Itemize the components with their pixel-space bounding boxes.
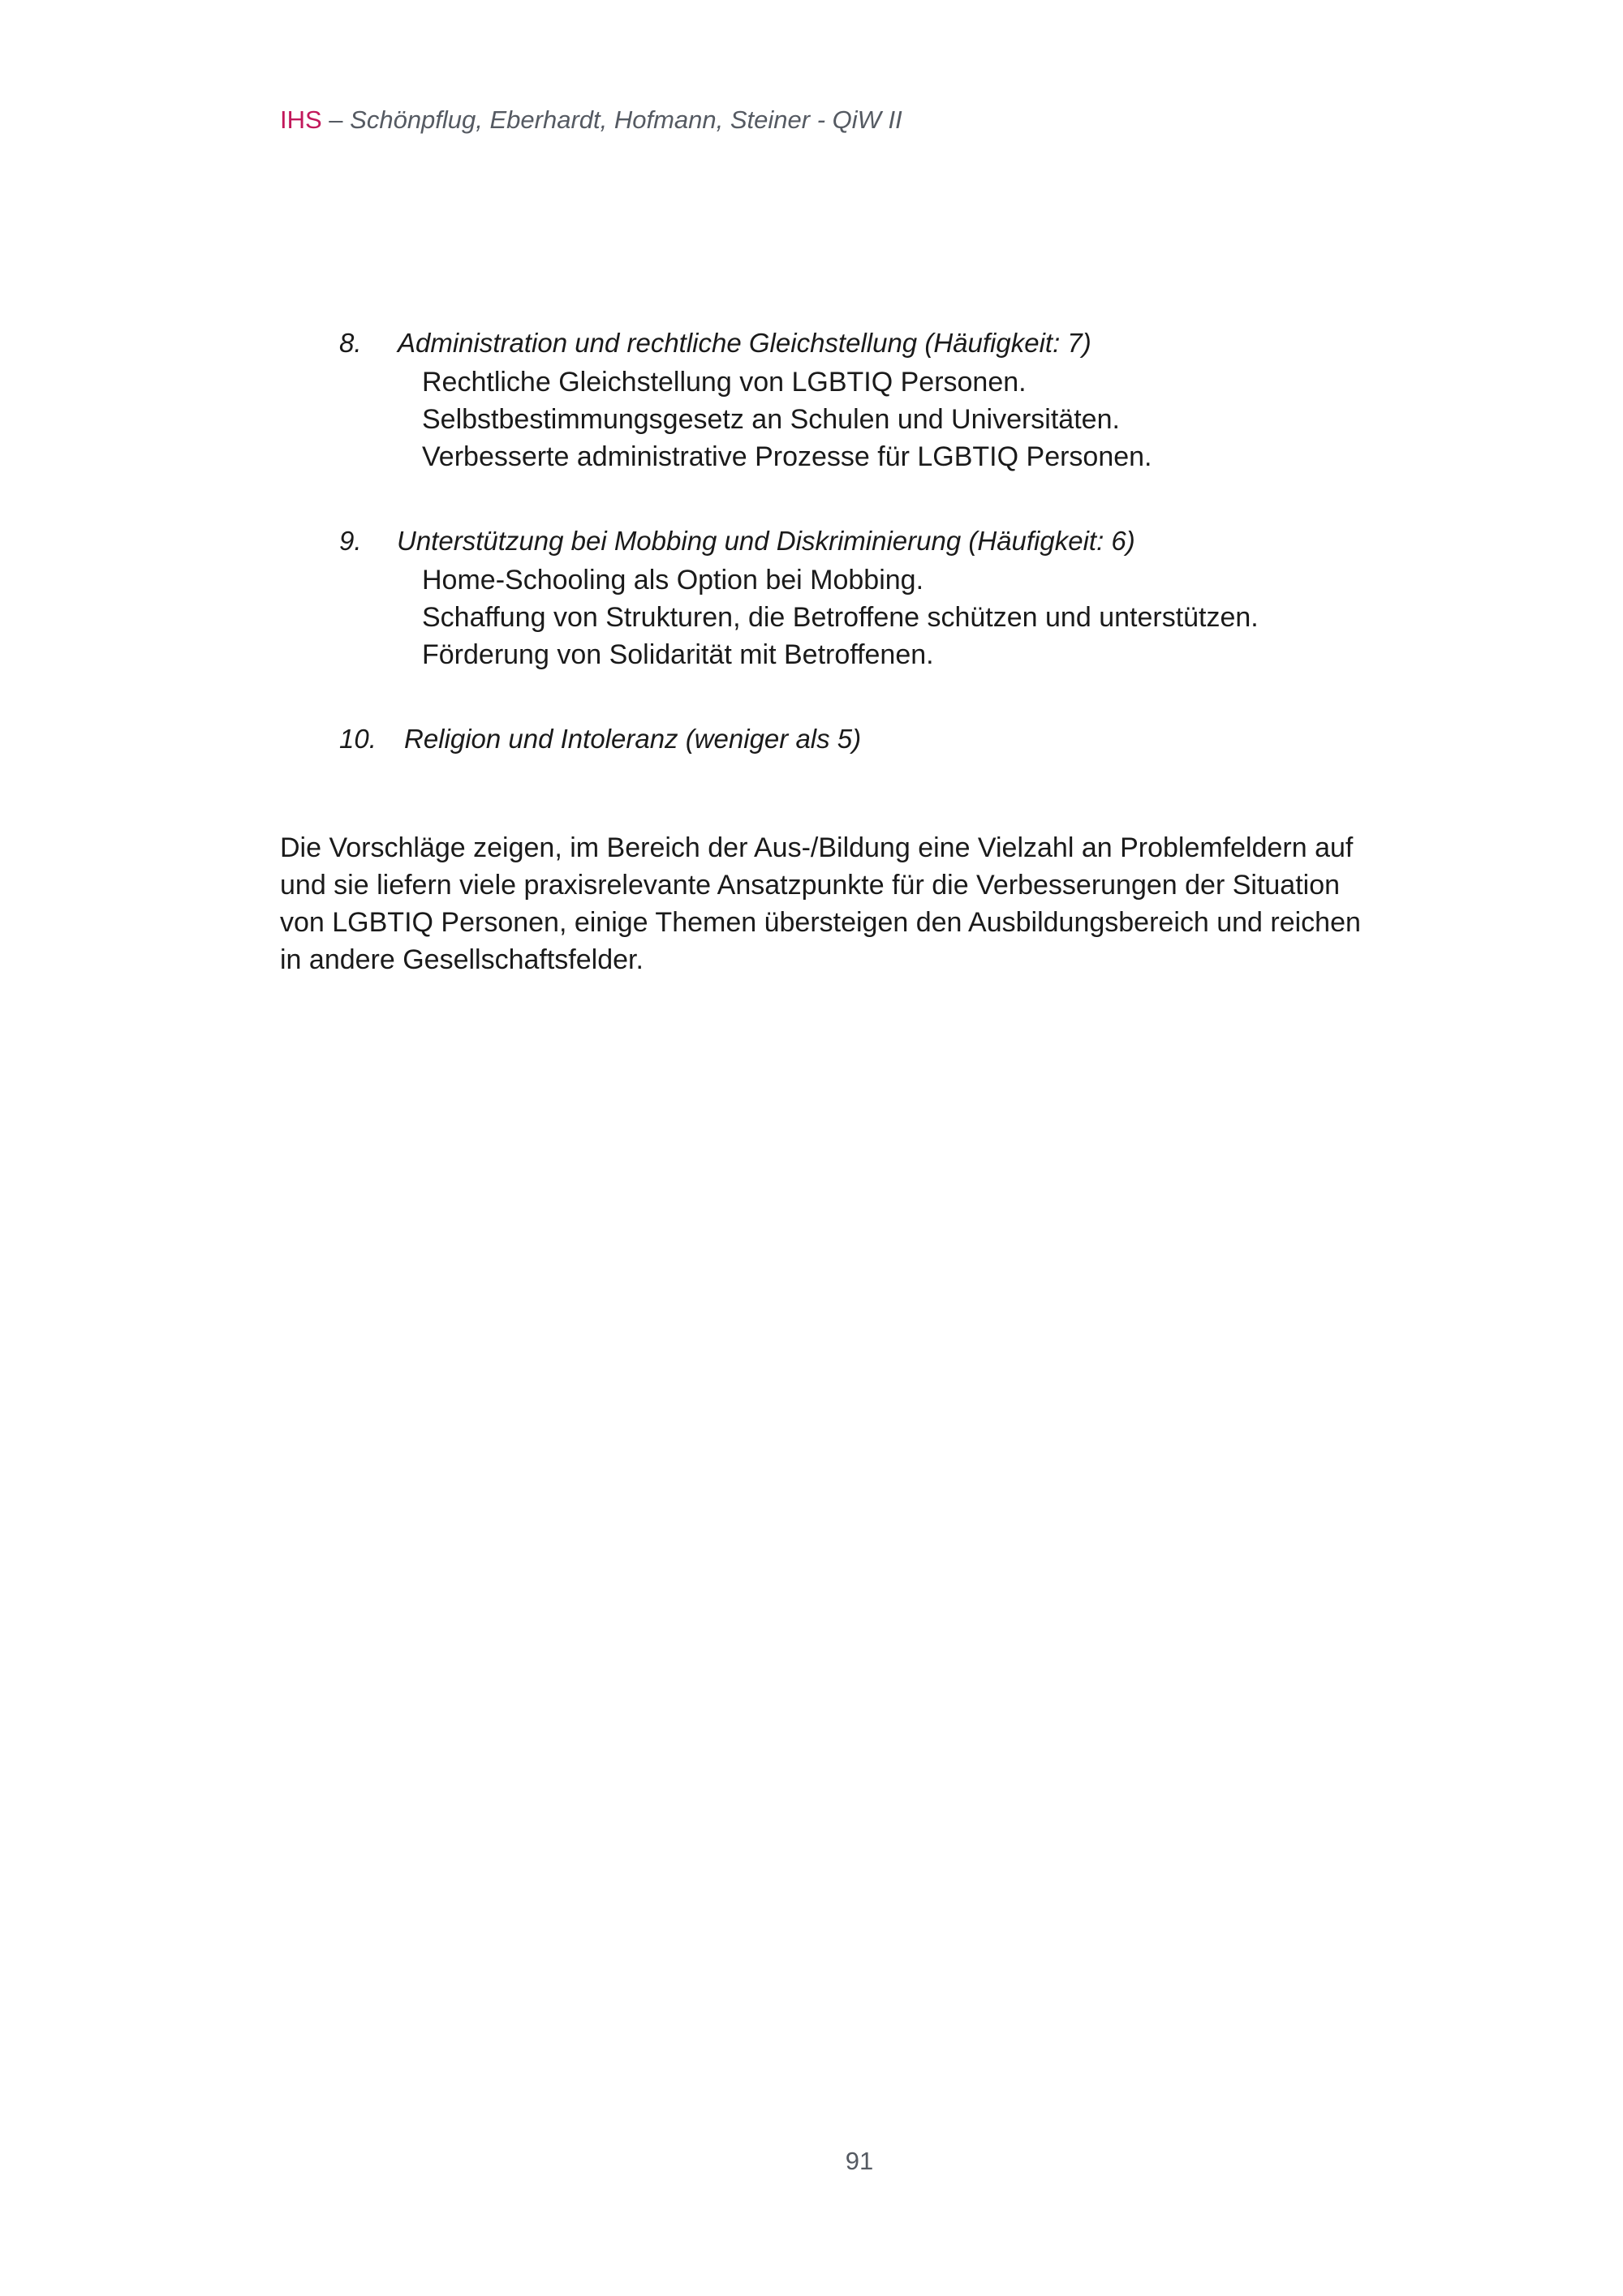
header-brand: IHS (280, 105, 322, 134)
list-item-9 (339, 522, 1259, 673)
conclusion-paragraph (280, 829, 1392, 978)
list-item-title (339, 325, 1152, 362)
list-item-8 (339, 325, 1152, 475)
list-item-point: Schaffung von Strukturen, die Betroffene schützen und unterstützen. (422, 602, 1259, 633)
list-item-heading: Administration und rechtliche Gleichstellung (Häufigkeit: 7) (398, 328, 1091, 358)
conclusion-line: und sie liefern viele praxisrelevante Ansatzpunkte für die Verbesserungen der Situation (280, 870, 1341, 901)
page-number: 91 (845, 2147, 874, 2175)
list-item-heading: Unterstützung bei Mobbing und Diskriminierung (Häufigkeit: 6) (397, 526, 1135, 556)
list-item-title (339, 720, 861, 758)
list-item-number: 8. (339, 328, 362, 358)
running-header (280, 104, 902, 136)
list-item-point: Verbesserte administrative Prozesse für LGBTIQ Personen. (422, 441, 1152, 472)
list-item-points (339, 363, 1152, 475)
list-item-point: Rechtliche Gleichstellung von LGBTIQ Personen. (422, 367, 1027, 398)
header-separator: – (321, 105, 351, 134)
conclusion-line: in andere Gesellschaftsfelder. (280, 944, 644, 975)
list-item-point: Home-Schooling als Option bei Mobbing. (422, 565, 924, 595)
list-item-point: Förderung von Solidarität mit Betroffenen. (422, 639, 934, 670)
conclusion-line: Die Vorschläge zeigen, im Bereich der Aus-/Bildung eine Vielzahl an Problemfeldern auf (280, 832, 1354, 863)
list-item-title (339, 522, 1259, 560)
conclusion-line: von LGBTIQ Personen, einige Themen übersteigen den Ausbildungsbereich und reichen (280, 907, 1361, 938)
list-item-point: Selbstbestimmungsgesetz an Schulen und Universitäten. (422, 404, 1120, 435)
list-item-points (339, 561, 1259, 673)
list-item-10 (339, 720, 861, 758)
header-authors: Schönpflug, Eberhardt, Hofmann, Steiner - QiW II (350, 105, 902, 134)
list-item-heading: Religion und Intoleranz (weniger als 5) (404, 724, 862, 754)
list-item-number: 10. (339, 724, 377, 754)
list-item-number: 9. (339, 526, 362, 556)
